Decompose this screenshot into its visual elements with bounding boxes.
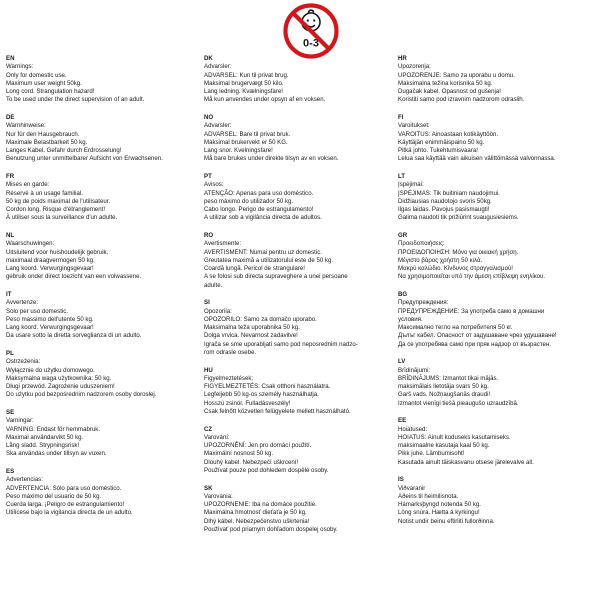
- warning-line: Réservé à un usage familial.: [6, 189, 83, 197]
- warning-line: Maksimal brukervekt er 50 KG.: [204, 138, 288, 146]
- warning-block-is: [398, 476, 594, 526]
- language-code: HU: [204, 366, 213, 374]
- warning-line: Didžiausias naudotojo svoris 50kg.: [398, 197, 492, 205]
- warning-line: ПРЕДУПРЕЖДЕНИЕ: За употреба само в домашни: [398, 307, 545, 315]
- warning-block-cz: [204, 426, 394, 476]
- warning-block-pt: [204, 173, 394, 223]
- warning-line: A se folosi sub directa supraveghere a unei persoane: [204, 273, 348, 281]
- language-code: ES: [6, 468, 15, 475]
- language-code: PL: [6, 350, 14, 357]
- language-code: NO: [204, 114, 214, 121]
- warning-line: Maximal användarvikt 50 kg.: [6, 433, 84, 441]
- warning-line: Cabo longo. Perigo de estrangulamento!: [204, 206, 314, 213]
- warning-line: Figyelmeztetések:: [204, 374, 254, 382]
- warning-line: Avvertenze:: [6, 299, 39, 307]
- warning-line: Csak felnőtt közvetlen felügyelete mellett használható.: [204, 407, 351, 415]
- warning-line: Garš vads. Nožņaugšanās draudi!: [398, 391, 491, 399]
- warning-line: ADVERTENCIA: Sólo para uso doméstico.: [6, 484, 122, 492]
- warning-line: Må kun anvendes under opsyn af en voksen.: [204, 96, 326, 104]
- language-code: LV: [398, 358, 406, 366]
- warning-line: Coardă lungă. Pericol de strangulare!: [204, 265, 305, 272]
- warning-line: Löng snúra. Hætta á kyrkingu!: [398, 509, 480, 517]
- warning-line: UPOZORNĚNÍ: Jen pro domácí použití.: [204, 442, 312, 449]
- warning-line: Дълъг кабел. Опасност от задушаване чрез удушаване!: [398, 332, 557, 340]
- warning-line: Dolga vrvica. Nevarnost zadavitve!: [204, 332, 298, 340]
- warning-line: Käyttäjän enimmäispaino 50 kg.: [398, 138, 485, 146]
- warning-line: Uitsluitend voor huishoudelijk gebruik.: [6, 248, 109, 256]
- warning-line: Pitkä johto. Tukehtumisvaara!: [398, 147, 478, 154]
- warning-line: Peso máximo del usuario de 50 kg.: [6, 492, 102, 500]
- language-code: DK: [204, 55, 213, 62]
- language-code: EN: [6, 55, 15, 62]
- warning-line: ΠΡΟΕΙΔΟΠΟΙΗΣΗ: Μόνο για οικιακή χρήση.: [398, 248, 519, 256]
- warning-line: Mises en garde:: [6, 181, 50, 189]
- warning-block-ee: [398, 417, 594, 467]
- warning-line: ADVARSEL: Bare til privat bruk.: [204, 130, 291, 138]
- warning-line: Opozorila:: [204, 307, 232, 315]
- warning-line: AVERTISMENT: Numai pentru uz domestic.: [204, 248, 322, 256]
- warnings-column-left: [6, 55, 196, 527]
- warning-line: Do użytku pod bezpośrednim nadzorem osoby dorosłej.: [6, 391, 157, 399]
- warning-line: A utilizar sob a vigilância directa de adultos.: [204, 214, 322, 222]
- warning-line: Må bare brukes under direkte tilsyn av en voksen.: [204, 155, 339, 163]
- warning-line: Advarsler:: [204, 122, 232, 130]
- warning-line: peso máximo do utilizador 50 kg.: [204, 197, 294, 205]
- language-code: NL: [6, 232, 15, 239]
- language-code: DE: [6, 114, 15, 121]
- warning-line: Utilícese bajo la vigilancia directa de un adulto.: [6, 509, 133, 517]
- warning-block-no: [204, 114, 394, 164]
- language-code: LT: [398, 173, 405, 180]
- warning-block-ro: [204, 232, 394, 290]
- warning-line: Používat pouze pod dohledem dospělé osoby.: [204, 466, 329, 474]
- warning-line: Dlhý kábel. Nebezpečenstvo uškrtenia!: [204, 517, 310, 525]
- language-code: HR: [398, 55, 407, 62]
- age-label: 0-3: [303, 37, 319, 50]
- warning-block-en: [6, 55, 196, 105]
- warning-line: Dlouhý kabel. Nebezpečí uškrcení!: [204, 458, 299, 466]
- warning-line: Varovania:: [204, 492, 233, 500]
- warning-line: Maksimal brugervægt 50 kilo.: [204, 79, 284, 87]
- warning-block-dk: [204, 55, 394, 105]
- warning-line: Maksimalna težina korisnika 50 kg.: [398, 79, 493, 87]
- warning-block-se: [6, 409, 196, 459]
- warning-line: Wyłącznie do użytku domowego.: [6, 366, 95, 374]
- warning-line: VAROITUS: Ainoastaan kotikäyttöön.: [398, 130, 499, 138]
- warning-line: Varoitukset:: [398, 122, 430, 130]
- warning-line: Maksimalna teža uporabnika 50 kg.: [204, 324, 300, 331]
- warning-line: Lang koord. Verwurgingsgevaar!: [6, 265, 94, 272]
- warning-line: Długi przewód. Zagrożenie uduszeniem!: [6, 383, 115, 390]
- warning-line: Hosszú zsinór. Fulladásveszély!: [204, 399, 291, 407]
- language-code: SE: [6, 409, 15, 416]
- warning-line: BRĪDINĀJUMS: Izmantot tikai mājās.: [398, 374, 499, 382]
- language-code: IT: [6, 291, 12, 298]
- warning-line: Varningar:: [6, 417, 34, 425]
- warning-line: Izmantot vienīgi tiešā pieaugušo uzraudzībā.: [398, 399, 519, 407]
- warning-block-it: [6, 291, 196, 341]
- warning-line: Kasutada ainult täiskasvanu otsese järelevalve all.: [398, 458, 534, 466]
- warning-block-bg: [398, 291, 594, 349]
- warning-line: Pikk juhe. Lämbumisoht!: [398, 450, 465, 458]
- warning-line: Benutzung unter unmittelbarer Aufsicht von Erwachsenen.: [6, 155, 163, 163]
- warning-line: условия.: [398, 315, 423, 323]
- warning-line: Waarschuwingen:: [6, 240, 55, 248]
- warning-block-nl: [6, 232, 196, 282]
- no-children-0-3-icon: [282, 2, 340, 60]
- warning-line: Maximale Belastbarkeit 50 kg.: [6, 138, 88, 146]
- warning-block-lv: [398, 358, 594, 408]
- warning-line: Ska användas under tillsyn av vuxen.: [6, 450, 107, 458]
- warning-line: maksimaalne kasutaja kaal 50 kg.: [398, 442, 490, 449]
- language-code: FI: [398, 114, 404, 121]
- warning-line: rom odrasle osebe.: [204, 348, 257, 356]
- language-code: EE: [398, 417, 407, 425]
- warning-line: maksimālais lietotāja svars 50 kg.: [398, 383, 489, 390]
- warning-block-si: [204, 299, 394, 357]
- warning-line: Dugačak kabel. Opasnost od gušenja!: [398, 88, 501, 95]
- warning-line: Advarsler:: [204, 63, 232, 71]
- warning-line: Да се употребява само при пряк надзор от възрастен.: [398, 340, 551, 348]
- warning-line: Da usare sotto la diretta sorveglianza di un adulto.: [6, 332, 142, 340]
- warning-line: Nur für den Hausgebrauch.: [6, 130, 80, 138]
- warning-line: 50 kg de poids maximal de l'utilisateur.: [6, 197, 111, 205]
- warning-line: Legfeljebb 50 kg-os személy használhatja.: [204, 391, 319, 399]
- warning-line: Μακρύ καλώδιο. Κίνδυνος στραγγαλισμού!: [398, 265, 513, 272]
- warning-block-pl: [6, 350, 196, 400]
- warning-line: maximaal draagvermogen 50 kg.: [6, 256, 95, 264]
- warning-line: UPOZORENJE: Samo za uporabu u domu.: [398, 71, 515, 79]
- warning-line: Warnings:: [6, 63, 34, 71]
- warning-line: Lang koord. Verwurgingsgevaar!: [6, 324, 94, 331]
- warning-line: Maksymalna waga użytkownika: 50 kg.: [6, 374, 112, 382]
- language-code: SK: [204, 484, 213, 492]
- warning-line: Lang snor. Kvelningsfare!: [204, 147, 273, 154]
- warning-line: gebruik onder direct toezicht van een volwassene.: [6, 273, 142, 281]
- warning-block-es: [6, 468, 196, 518]
- warning-line: Používať pod priamym dohľadom dospelej osoby.: [204, 525, 338, 533]
- warning-line: Lelua saa käyttää vain aikuisen välittömässä valvonnassa.: [398, 155, 556, 163]
- language-code: IS: [398, 476, 404, 484]
- warning-line: UPOZORNENIE: Iba na domáce použitie.: [204, 501, 317, 508]
- warning-line: Предупреждения:: [398, 299, 449, 307]
- warning-line: Maximální nosnost 50 kg.: [204, 450, 274, 458]
- warning-line: HOIATUS: Ainult koduseks kasutamiseks.: [398, 433, 511, 441]
- warning-line: Προειδοποιήσεις:: [398, 240, 445, 248]
- warning-block-fr: [6, 173, 196, 223]
- warning-line: Galima naudoti tik prižiūrint suaugusiesiems.: [398, 214, 519, 222]
- warning-line: Viðvaranir: [398, 484, 426, 492]
- warning-line: Hoiatused:: [398, 425, 428, 433]
- warning-line: Να χρησιμοποιείται υπό την άμεση επίβλεψη ενηλίκου.: [398, 273, 546, 281]
- warning-line: Ilgas laidas. Pavojus pasismaugti!: [398, 206, 490, 213]
- warning-line: Greutatea maximă a utilizatorului este de 50 kg.: [204, 256, 334, 264]
- language-code: RO: [204, 232, 214, 239]
- warning-line: Igrača se sme uporabljati samo pod neposrednim nadzo-: [204, 340, 358, 348]
- warning-line: Langes Kabel. Gefahr durch Erdrosselung!: [6, 147, 122, 154]
- warning-block-gr: [398, 232, 594, 282]
- warning-line: Hámarksþyngd notenda 50 kg.: [398, 501, 481, 508]
- warnings-column-right: [398, 55, 594, 535]
- warning-line: Advertencias:: [6, 476, 43, 484]
- warning-line: Maximálna hmotnosť dieťaťa je 50 kg.: [204, 509, 307, 517]
- warning-line: ĮSPĖJIMAS: Tik buitiniam naudojimui.: [398, 189, 500, 197]
- warning-line: Įspėjimai:: [398, 181, 424, 189]
- warning-block-hu: [204, 367, 394, 417]
- warning-line: To be used under the direct supervision of an adult.: [6, 96, 145, 104]
- warning-line: ADVARSEL: Kun til privat brug.: [204, 71, 289, 79]
- warning-line: À utiliser sous la surveillance d'un adulte.: [6, 214, 118, 222]
- warning-line: Cordon long. Risque d'étranglement!: [6, 206, 106, 213]
- warning-line: Aðeins til heimilisnota.: [398, 492, 459, 500]
- warning-line: Ostrzeżenia:: [6, 358, 41, 366]
- warning-line: Warnhinweise:: [6, 122, 46, 130]
- warning-line: Lang ledning. Kvælningsfare!: [204, 88, 283, 95]
- language-code: BG: [398, 291, 408, 298]
- warnings-column-middle: [204, 55, 394, 544]
- warning-line: Notist undir beinu eftirliti fullorðinna.: [398, 517, 495, 525]
- language-code: SI: [204, 299, 210, 307]
- warning-block-de: [6, 114, 196, 164]
- warning-line: Only for domestic use.: [6, 71, 67, 79]
- language-code: CZ: [204, 425, 213, 433]
- language-code: PT: [204, 173, 212, 180]
- warning-line: Максимално тегло на потребителя 50 кг.: [398, 324, 513, 331]
- warning-block-fi: [398, 114, 594, 164]
- language-code: FR: [6, 173, 15, 180]
- warning-line: VARNING: Endast för hemmabruk.: [6, 425, 101, 433]
- warning-line: Μέγιστο βάρος χρήστη 50 κιλά.: [398, 256, 483, 264]
- warning-line: Long cord. Strangulation hazard!: [6, 88, 95, 95]
- warning-line: Cuerda larga. ¡Peligro de estrangulamiento!: [6, 501, 125, 508]
- warning-line: Peso massimo dell'utente 50 kg.: [6, 315, 94, 323]
- warning-line: Upozorenja:: [398, 63, 431, 71]
- warning-line: ATENÇÃO: Apenas para uso doméstico.: [204, 189, 314, 197]
- warning-line: adulte.: [204, 281, 223, 289]
- warning-line: Solo per uso domestic.: [6, 307, 68, 315]
- warning-line: Avertismente:: [204, 240, 242, 248]
- language-code: GR: [398, 232, 408, 239]
- warning-line: Brīdinājumi:: [398, 366, 431, 374]
- warning-line: Koristiti samo pod izravnim nadzorom odraslih.: [398, 96, 525, 104]
- warning-line: Avisos:: [204, 181, 224, 189]
- warning-line: FIGYELMEZTETÉS: Csak otthoni használatra.: [204, 383, 331, 390]
- warning-line: Maximum user weight 50kg.: [6, 79, 82, 87]
- warning-line: OPOZORILO: Samo za domačo uporabo.: [204, 315, 317, 323]
- warning-line: Lång sladd. Strypningsrisk!: [6, 442, 80, 449]
- warning-block-lt: [398, 173, 594, 223]
- warning-block-sk: [204, 485, 394, 535]
- warning-block-hr: [398, 55, 594, 105]
- warning-line: Varování:: [204, 433, 230, 441]
